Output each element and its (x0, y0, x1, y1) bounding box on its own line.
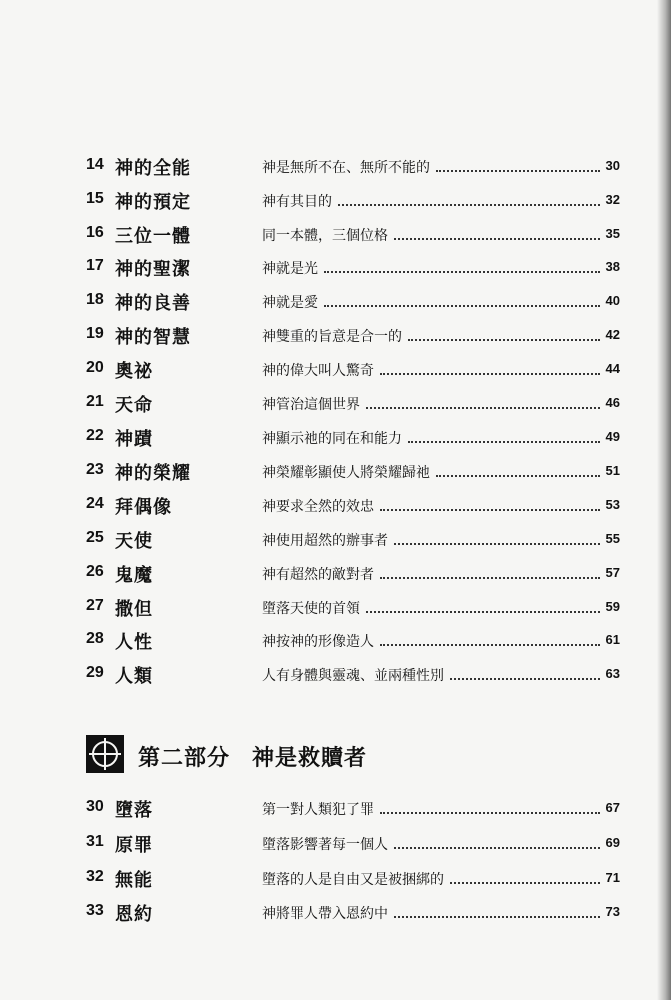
toc-entry (0, 186, 671, 216)
entry-title: 天命 (115, 395, 153, 416)
leader-dots (380, 509, 600, 511)
entry-number: 25 (86, 529, 104, 546)
toc-entry (0, 287, 671, 317)
crosshair-icon (86, 735, 124, 773)
entry-page: 46 (605, 395, 620, 410)
part-title (138, 741, 367, 772)
leader-dots (366, 407, 600, 409)
entry-description: 神按神的形像造人 (262, 634, 374, 650)
entry-description: 神將罪人帶入恩約中 (262, 906, 388, 922)
part-label: 第二部分 (138, 746, 231, 771)
entry-page: 63 (605, 666, 620, 681)
toc-entry (0, 626, 671, 656)
leader-dots (408, 441, 600, 443)
toc-entry (0, 253, 671, 283)
entry-number: 14 (86, 156, 104, 173)
entry-title: 神的聖潔 (115, 259, 191, 280)
leader-dots (380, 812, 600, 814)
leader-dots (338, 204, 600, 206)
entry-page: 61 (605, 632, 620, 647)
entry-number: 23 (86, 461, 104, 478)
leader-dots (366, 611, 600, 613)
entry-page: 73 (605, 904, 620, 919)
entry-title: 奧祕 (115, 361, 153, 382)
leader-dots (324, 271, 600, 273)
toc-entry (0, 525, 671, 555)
entry-page: 67 (605, 800, 620, 815)
entry-title: 鬼魔 (115, 565, 153, 586)
entry-description: 神雙重的旨意是合一的 (262, 329, 402, 345)
toc-entry (0, 794, 671, 824)
entry-page: 38 (605, 259, 620, 274)
leader-dots (394, 916, 600, 918)
toc-entry (0, 321, 671, 351)
toc-entry (0, 457, 671, 487)
entry-title: 墮落 (115, 800, 153, 821)
leader-dots (324, 305, 600, 307)
leader-dots (394, 543, 600, 545)
entry-title: 神的全能 (115, 158, 191, 179)
toc-entry (0, 152, 671, 182)
entry-page: 35 (605, 226, 620, 241)
entry-title: 撒但 (115, 599, 153, 620)
entry-page: 32 (605, 192, 620, 207)
entry-description: 神要求全然的效忠 (262, 499, 374, 515)
entry-description: 第一對人類犯了罪 (262, 802, 374, 818)
entry-title: 原罪 (115, 835, 153, 856)
entry-description: 墮落的人是自由又是被捆綁的 (262, 872, 444, 888)
entry-title: 神的預定 (115, 192, 191, 213)
entry-number: 15 (86, 190, 104, 207)
entry-number: 32 (86, 868, 104, 885)
entry-number: 16 (86, 224, 104, 241)
entry-page: 53 (605, 497, 620, 512)
entry-number: 29 (86, 664, 104, 681)
entry-title: 拜偶像 (115, 497, 172, 518)
entry-description: 神榮耀彰顯使人將榮耀歸祂 (262, 465, 430, 481)
entry-title: 無能 (115, 870, 153, 891)
entry-page: 49 (605, 429, 620, 444)
leader-dots (394, 847, 600, 849)
entry-description: 神顯示祂的同在和能力 (262, 431, 402, 447)
toc-entry (0, 829, 671, 859)
toc-entry (0, 864, 671, 894)
entry-description: 神使用超然的辦事者 (262, 533, 388, 549)
toc-entry (0, 423, 671, 453)
part-name: 神是救贖者 (252, 746, 368, 771)
entry-description: 神就是愛 (262, 295, 318, 311)
entry-description: 同一本體，三個位格 (262, 228, 388, 244)
entry-number: 20 (86, 359, 104, 376)
entry-description: 神管治這個世界 (262, 397, 360, 413)
entry-number: 22 (86, 427, 104, 444)
leader-dots (380, 577, 600, 579)
entry-title: 三位一體 (115, 226, 191, 247)
entry-number: 24 (86, 495, 104, 512)
entry-number: 26 (86, 563, 104, 580)
entry-page: 51 (605, 463, 620, 478)
entry-page: 57 (605, 565, 620, 580)
leader-dots (408, 339, 600, 341)
entry-title: 神的良善 (115, 293, 191, 314)
entry-title: 人類 (115, 666, 153, 687)
entry-page: 55 (605, 531, 620, 546)
entry-description: 神有超然的敵對者 (262, 567, 374, 583)
entry-title: 神的榮耀 (115, 463, 191, 484)
entry-number: 17 (86, 257, 104, 274)
toc-entry (0, 389, 671, 419)
toc-entry (0, 898, 671, 928)
part-heading (86, 735, 606, 775)
entry-description: 人有身體與靈魂、並兩種性別 (262, 668, 444, 684)
leader-dots (436, 170, 600, 172)
entry-number: 28 (86, 630, 104, 647)
entry-description: 墮落影響著每一個人 (262, 837, 388, 853)
toc-entry (0, 355, 671, 385)
entry-number: 33 (86, 902, 104, 919)
entry-description: 神有其目的 (262, 194, 332, 210)
leader-dots (450, 882, 600, 884)
entry-description: 神的偉大叫人驚奇 (262, 363, 374, 379)
entry-description: 神就是光 (262, 261, 318, 277)
leader-dots (380, 373, 600, 375)
entry-page: 69 (605, 835, 620, 850)
entry-number: 21 (86, 393, 104, 410)
entry-number: 19 (86, 325, 104, 342)
entry-title: 恩約 (115, 904, 153, 925)
entry-number: 31 (86, 833, 104, 850)
leader-dots (450, 678, 600, 680)
entry-title: 神的智慧 (115, 327, 191, 348)
entry-description: 神是無所不在、無所不能的 (262, 160, 430, 176)
entry-description: 墮落天使的首領 (262, 601, 360, 617)
entry-page: 44 (605, 361, 620, 376)
toc-entry (0, 220, 671, 250)
entry-number: 27 (86, 597, 104, 614)
toc-entry (0, 660, 671, 690)
entry-page: 40 (605, 293, 620, 308)
toc-entry (0, 559, 671, 589)
entry-page: 30 (605, 158, 620, 173)
entry-title: 天使 (115, 531, 153, 552)
entry-number: 30 (86, 798, 104, 815)
leader-dots (436, 475, 600, 477)
leader-dots (380, 644, 600, 646)
entry-number: 18 (86, 291, 104, 308)
entry-title: 人性 (115, 632, 153, 653)
entry-page: 42 (605, 327, 620, 342)
toc-entry (0, 593, 671, 623)
toc-entry (0, 491, 671, 521)
entry-page: 71 (605, 870, 620, 885)
leader-dots (394, 238, 600, 240)
entry-title: 神蹟 (115, 429, 153, 450)
entry-page: 59 (605, 599, 620, 614)
